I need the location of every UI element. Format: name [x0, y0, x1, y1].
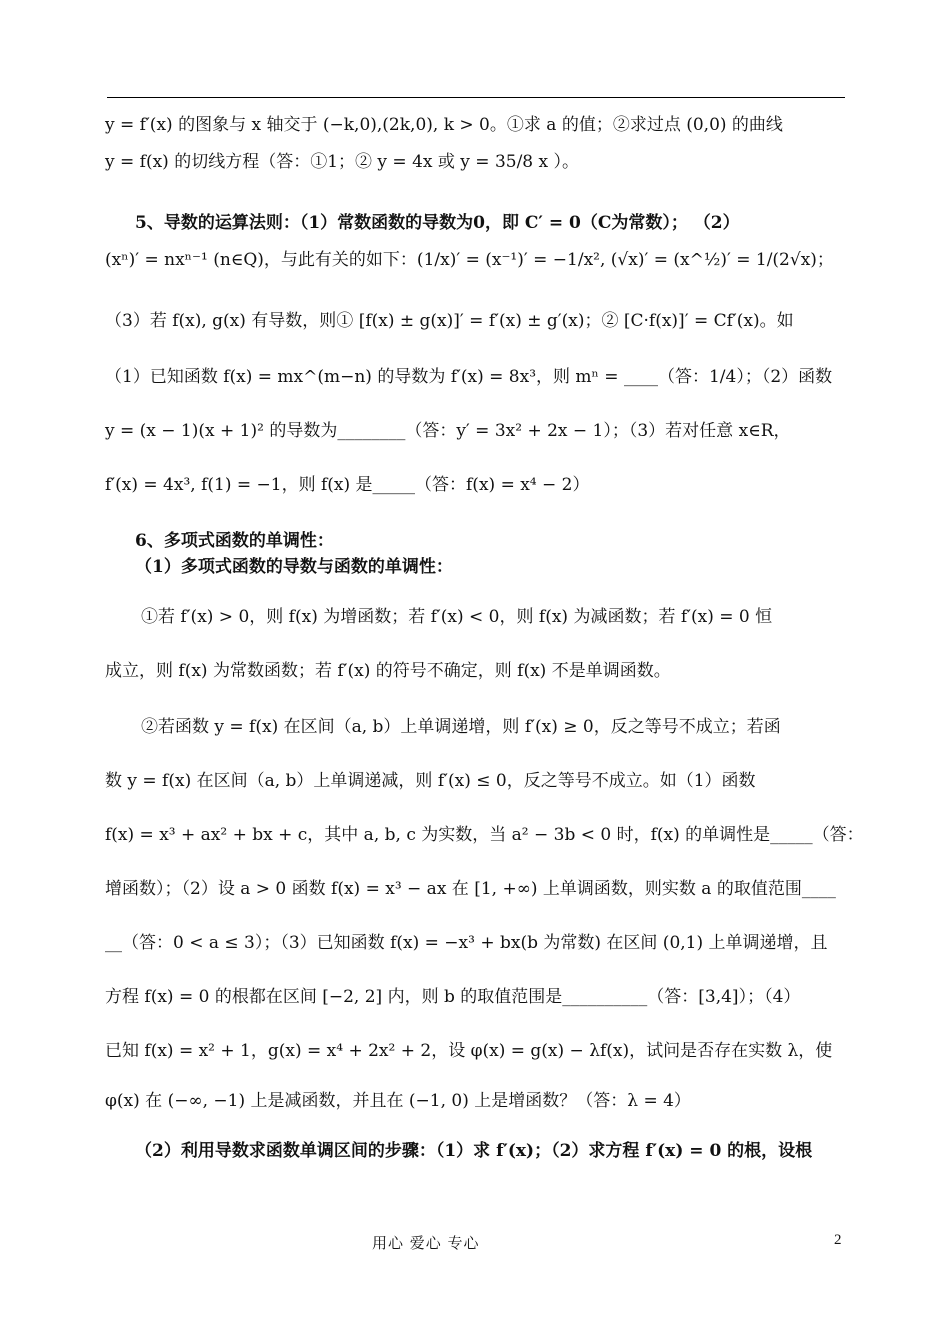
text-line-8: f′(x) = 4x³, f(1) = −1，则 f(x) 是_____（答：f(x) = x⁴ − 2）	[105, 475, 590, 495]
section-5-heading: 5、导数的运算法则：（1）常数函数的导数为0，即 C′ = 0（C为常数）； （2）	[135, 213, 740, 233]
text-line-1: y = f′(x) 的图象与 x 轴交于 (−k,0),(2k,0), k > 0。①求 a 的值；②求过点 (0,0) 的曲线	[105, 115, 783, 135]
subsection-1-heading: （1）多项式函数的导数与函数的单调性：	[135, 557, 453, 577]
subsection-2-heading: （2）利用导数求函数单调区间的步骤：（1）求 f′(x)；（2）求方程 f′(x) = 0 的根，设根	[135, 1141, 813, 1161]
text-line-2: y = f(x) 的切线方程（答：①1；② y = 4x 或 y = 35/8 x ）。	[105, 152, 580, 172]
page-footer	[0, 1232, 950, 1256]
text-line-12: 成立，则 f(x) 为常数函数；若 f′(x) 的符号不确定，则 f(x) 不是单调函数。	[105, 661, 671, 681]
text-line-14: 数 y = f(x) 在区间（a, b）上单调递减，则 f′(x) ≤ 0，反之等号不成立。如（1）函数	[105, 771, 756, 791]
text-line-15: f(x) = x³ + ax² + bx + c，其中 a, b, c 为实数，当 a² − 3b < 0 时，f(x) 的单调性是_____（答：	[105, 825, 864, 845]
text-line-5: （3）若 f(x), g(x) 有导数，则① [f(x) ± g(x)]′ = f′(x) ± g′(x)；② [C·f(x)]′ = Cf′(x)。如	[105, 311, 794, 331]
text-line-16: 增函数）；（2）设 a > 0 函数 f(x) = x³ − ax 在 [1, +∞) 上单调函数，则实数 a 的取值范围____	[105, 879, 836, 899]
text-line-20: φ(x) 在 (−∞, −1) 上是减函数，并且在 (−1, 0) 上是增函数？（答：λ = 4）	[105, 1091, 691, 1111]
document-body	[105, 112, 864, 1164]
section-6-heading: 6、多项式函数的单调性：	[135, 531, 334, 551]
header-rule	[107, 97, 845, 98]
page-number: 2	[834, 1232, 842, 1248]
text-line-17: __（答：0 < a ≤ 3）；（3）已知函数 f(x) = −x³ + bx(b 为常数) 在区间 (0,1) 上单调递增，且	[105, 933, 828, 953]
text-line-13: ②若函数 y = f(x) 在区间（a, b）上单调递增，则 f′(x) ≥ 0，反之等号不成立；若函	[141, 717, 781, 737]
text-line-4: (xⁿ)′ = nxⁿ⁻¹ (n∈Q)，与此有关的如下：(1/x)′ = (x⁻¹)′ = −1/x², (√x)′ = (x^½)′ = 1/(2√x)；	[105, 250, 834, 270]
text-line-19: 已知 f(x) = x² + 1，g(x) = x⁴ + 2x² + 2，设 φ(x) = g(x) − λf(x)，试问是否存在实数 λ，使	[105, 1041, 833, 1061]
text-line-18: 方程 f(x) = 0 的根都在区间 [−2, 2] 内，则 b 的取值范围是__________（答：[3,4]）；（4）	[105, 987, 801, 1007]
text-line-6: （1）已知函数 f(x) = mx^(m−n) 的导数为 f′(x) = 8x³，则 mⁿ = ____（答：1/4）；（2）函数	[105, 367, 833, 387]
text-line-11: ①若 f′(x) > 0，则 f(x) 为增函数；若 f′(x) < 0，则 f(x) 为减函数；若 f′(x) = 0 恒	[141, 607, 773, 627]
footer-motto: 用心 爱心 专心	[372, 1234, 480, 1252]
text-line-7: y = (x − 1)(x + 1)² 的导数为________（答：y′ = 3x² + 2x − 1）；（3）若对任意 x∈R，	[105, 421, 791, 441]
